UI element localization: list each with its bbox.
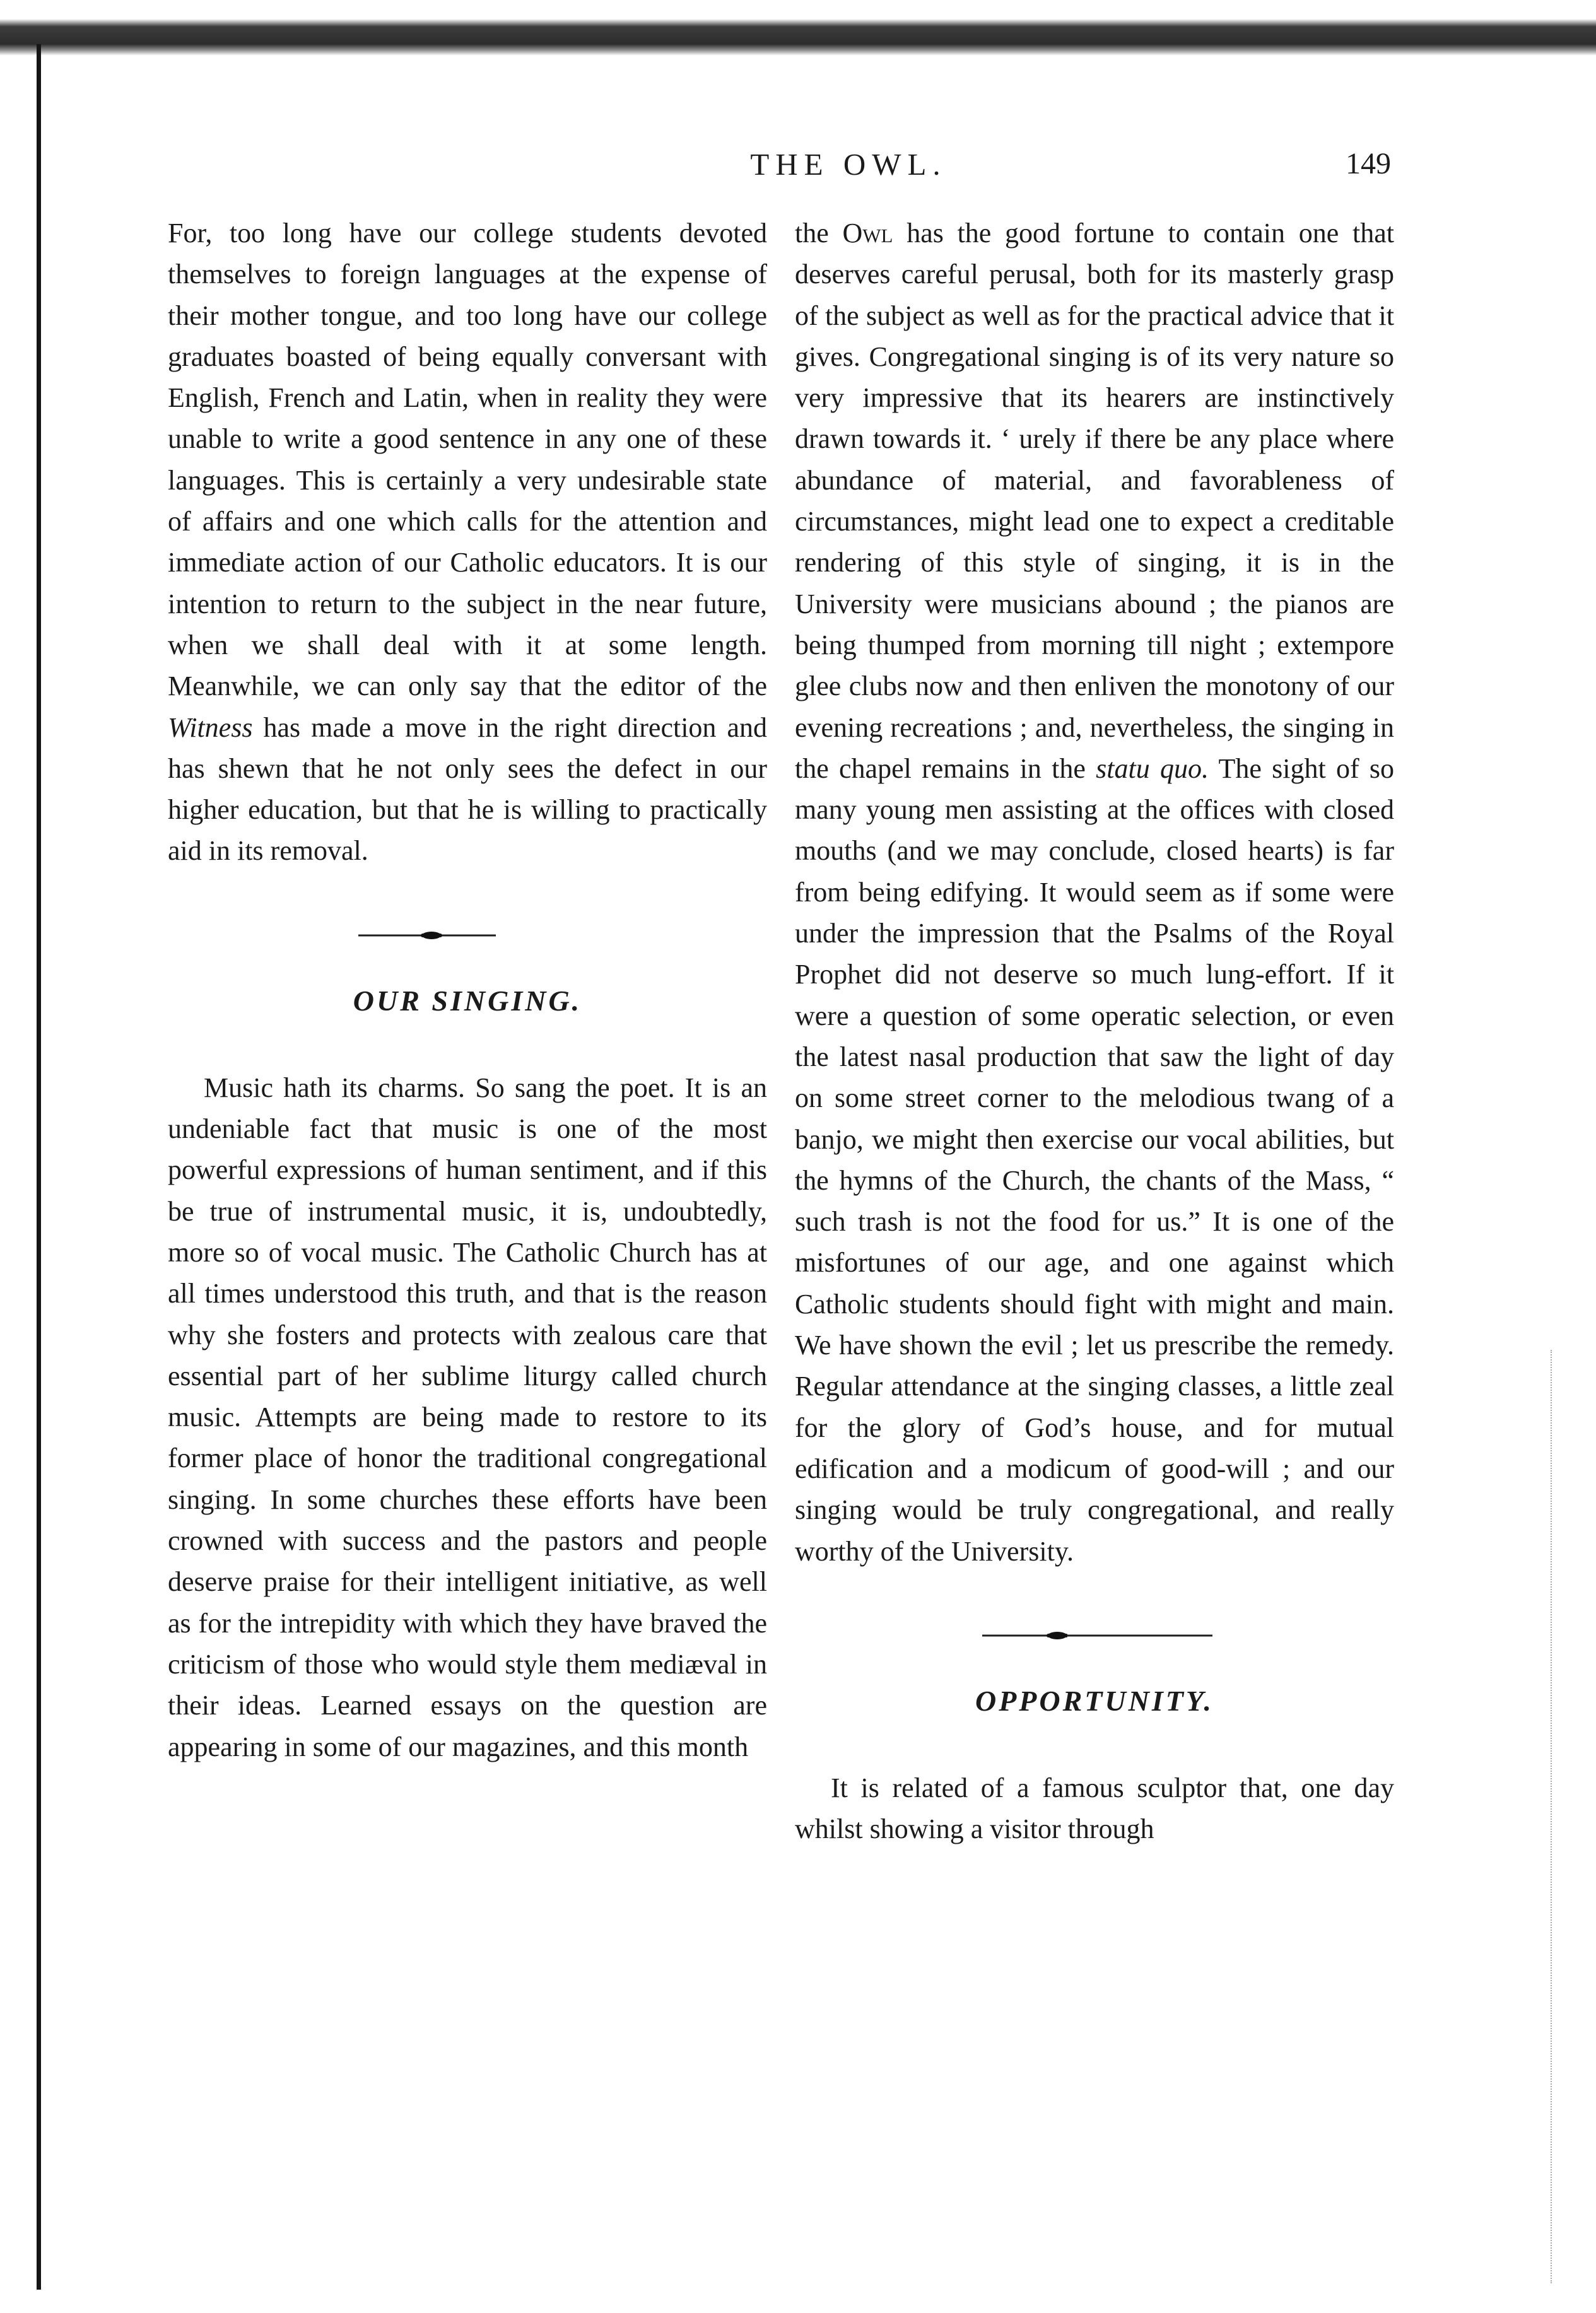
divider-ornament-icon bbox=[168, 872, 767, 985]
scan-top-border bbox=[0, 0, 1596, 56]
section-divider-ornament bbox=[795, 1572, 1394, 1685]
left-column bbox=[168, 213, 767, 1767]
left-paragraph-1-ending: has made a move in the right direction and has shewn that he not only sees the defect in our higher education, but that he is willing to practically aid in its removal. bbox=[168, 711, 767, 867]
left-paragraph-1 bbox=[168, 213, 767, 872]
owl-reference: Owl bbox=[842, 218, 893, 249]
our-singing-heading: OUR SINGING. bbox=[353, 984, 582, 1017]
left-paragraph-1-text: For, too long have our college students devoted themselves to foreign languages at the expense of their mother tongue, and too long have our college graduates boasted of being equally conversant with English, French and Latin, when in reality they were unable to write a good sentence in any one of these languages. This is certainly a very undesirable state of affairs and one which calls for the attention and immediate action of our Catholic educators. It is our intention to return to the subject in the near future, when we shall deal with it at some length. Meanwhile, we can only say that the editor of the bbox=[168, 218, 767, 702]
scan-left-margin-line bbox=[37, 44, 41, 2290]
witness-title: Witness bbox=[168, 711, 253, 743]
scan-right-margin-specks bbox=[1551, 1350, 1558, 2283]
our-singing-paragraph: Music hath its charms. So sang the poet. It is an undeniable fact that music is one of the most powerful expressions of human sentiment, and if this be true of instrumental music, it is, undoubtedly, more so of vocal music. The Catholic Church has at all times understood this truth, and that is the reason why she fosters and protects with zealous care that essential part of her sublime liturgy called church music. Attempts are being made to restore to its former place of honor the traditional congregational singing. In some churches these efforts have been crowned with success and the pastors and people deserve praise for their intelligent initiative, as well as for the intrepidity with which they have braved the criticism of those who would style them mediæval in their ideas. Learned essays on the question are appearing in some of our magazines, and this month bbox=[168, 1072, 767, 1762]
section-divider-ornament bbox=[168, 872, 767, 985]
right-paragraph-1 bbox=[795, 213, 1394, 1572]
opportunity-heading: OPPORTUNITY. bbox=[975, 1684, 1214, 1717]
page-header bbox=[167, 146, 1391, 190]
right-column bbox=[795, 213, 1394, 1849]
right-paragraph-1-start: the bbox=[795, 218, 843, 249]
right-paragraph-1-ending: The sight of so many young men assisting at the offices with closed mouths (and we may conclude, closed hearts) is far from being edifying. It would seem as if some were under the impression that the Psalms of the Royal Prophet did not deserve so much lung-effort. If it were a question of some operatic selection, or even the latest nasal production that saw the light of day on some street corner to the melodious twang of a banjo, we might then exercise our vocal abilities, but the hymns of the Church, the chants of the Mass, “ such trash is not the food for us.” It is one of the misfortunes of our age, and one against which Catholic students should fight with might and main. We have shown the evil ; let us prescribe the remedy. Regular attendance at the singing classes, a little zeal for the glory of God’s house, and for mutual edification and a modicum of good-will ; and our singing would be truly congregational, and really worthy of the University. bbox=[795, 752, 1394, 1567]
divider-ornament-icon bbox=[795, 1572, 1394, 1685]
opportunity-paragraph: It is related of a famous sculptor that, one day whilst showing a visitor through bbox=[795, 1772, 1394, 1845]
statu-quo-italic: statu quo. bbox=[1096, 752, 1209, 784]
right-paragraph-1-text: has the good fortune to contain one that deserves careful perusal, both for its masterly grasp of the subject as well as for the practical advice that it gives. Congregational singing is of its very nature so very impressive that its hearers are instinctively drawn towards it. ‘ urely if there be any place where abundance of material, and favorableness of circumstances, might lead one to expect a creditable rendering of this style of singing, it is in the University were musicians abound ; the pianos are being thumped from morning till night ; extempore glee clubs now and then enliven the monotony of our evening recreations ; and, nevertheless, the singing in the chapel remains in the bbox=[795, 218, 1394, 784]
page-number: 149 bbox=[1346, 147, 1391, 180]
running-title: THE OWL. bbox=[750, 147, 947, 182]
